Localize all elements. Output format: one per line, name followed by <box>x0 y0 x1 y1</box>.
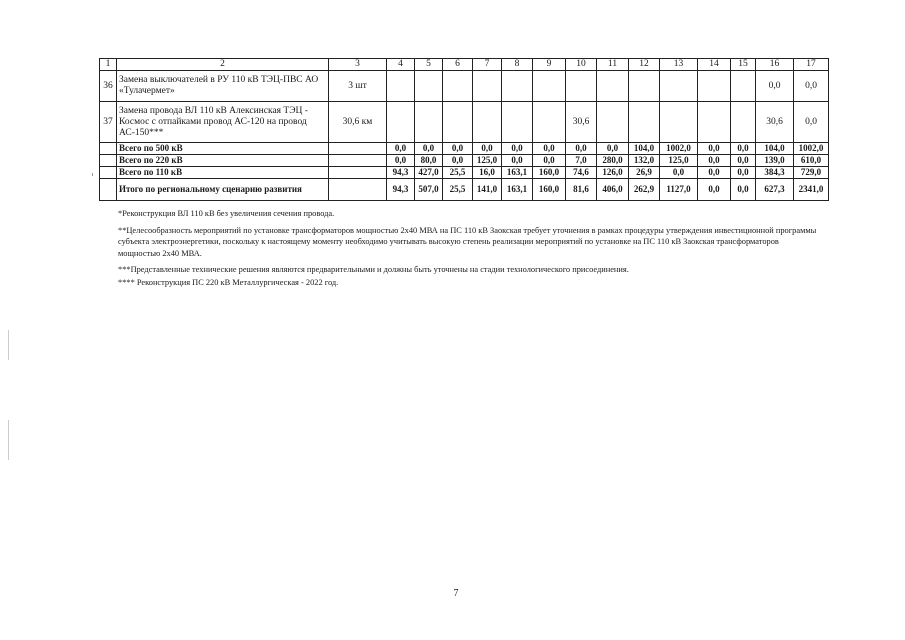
value-cell: 0,0 <box>698 155 731 167</box>
value-cell <box>443 71 473 102</box>
value-cell: 104,0 <box>756 143 794 155</box>
value-cell: 125,0 <box>660 155 698 167</box>
value-cell <box>660 102 698 143</box>
value-cell: 0,0 <box>533 155 566 167</box>
value-cell: 25,5 <box>443 167 473 179</box>
value-cell: 1002,0 <box>660 143 698 155</box>
header-cell: 12 <box>629 59 660 71</box>
value-cell <box>566 71 597 102</box>
value-cell <box>597 102 629 143</box>
total-row-500 <box>100 143 829 155</box>
header-cell: 3 <box>329 59 387 71</box>
total-row-220 <box>100 155 829 167</box>
total-row-110 <box>100 167 829 179</box>
row-name: Всего по 500 кВ <box>117 143 329 155</box>
value-cell: 0,0 <box>698 179 731 201</box>
header-cell: 2 <box>117 59 329 71</box>
empty-cell <box>329 179 387 201</box>
value-cell: 7,0 <box>566 155 597 167</box>
value-cell: 139,0 <box>756 155 794 167</box>
value-cell: 0,0 <box>794 102 829 143</box>
row-number: 36 <box>100 71 117 102</box>
value-cell: 0,0 <box>387 143 415 155</box>
value-cell: 627,3 <box>756 179 794 201</box>
value-cell <box>387 102 415 143</box>
value-cell <box>502 71 533 102</box>
value-cell <box>698 71 731 102</box>
row-name: Итого по региональному сценарию развития <box>117 179 329 201</box>
value-cell: 0,0 <box>443 143 473 155</box>
value-cell <box>415 102 443 143</box>
value-cell: 74,6 <box>566 167 597 179</box>
value-cell <box>415 71 443 102</box>
value-cell: 0,0 <box>502 143 533 155</box>
value-cell: 0,0 <box>731 167 756 179</box>
page-number: 7 <box>453 588 459 599</box>
header-cell: 11 <box>597 59 629 71</box>
value-cell: 280,0 <box>597 155 629 167</box>
value-cell: 30,6 <box>756 102 794 143</box>
row-number: 37 <box>100 102 117 143</box>
header-cell: 4 <box>387 59 415 71</box>
value-cell: 125,0 <box>473 155 502 167</box>
header-cell: 16 <box>756 59 794 71</box>
header-cell: 17 <box>794 59 829 71</box>
value-cell: 30,6 <box>566 102 597 143</box>
empty-cell <box>329 155 387 167</box>
value-cell <box>533 102 566 143</box>
value-cell <box>698 102 731 143</box>
investment-table <box>99 58 829 201</box>
header-row <box>100 59 829 71</box>
value-cell: 384,3 <box>756 167 794 179</box>
value-cell: 94,3 <box>387 179 415 201</box>
value-cell: 0,0 <box>698 143 731 155</box>
table-row <box>100 71 829 102</box>
value-cell: 0,0 <box>660 167 698 179</box>
row-name: Всего по 220 кВ <box>117 155 329 167</box>
value-cell: 0,0 <box>731 143 756 155</box>
value-cell: 0,0 <box>731 155 756 167</box>
value-cell: 16,0 <box>473 167 502 179</box>
value-cell: 1127,0 <box>660 179 698 201</box>
value-cell: 2341,0 <box>794 179 829 201</box>
value-cell: 0,0 <box>387 155 415 167</box>
scan-mark <box>8 420 9 460</box>
value-cell: 0,0 <box>597 143 629 155</box>
value-cell: 0,0 <box>502 155 533 167</box>
row-unit: 30,6 км <box>329 102 387 143</box>
scan-mark <box>8 330 9 360</box>
value-cell <box>443 102 473 143</box>
value-cell <box>660 71 698 102</box>
empty-cell <box>329 167 387 179</box>
value-cell: 160,0 <box>533 179 566 201</box>
value-cell: 0,0 <box>566 143 597 155</box>
header-cell: 14 <box>698 59 731 71</box>
value-cell: 163,1 <box>502 167 533 179</box>
row-name: Всего по 110 кВ <box>117 167 329 179</box>
value-cell <box>533 71 566 102</box>
value-cell: 80,0 <box>415 155 443 167</box>
value-cell: 1002,0 <box>794 143 829 155</box>
value-cell: 25,5 <box>443 179 473 201</box>
value-cell: 94,3 <box>387 167 415 179</box>
value-cell: 132,0 <box>629 155 660 167</box>
value-cell: 507,0 <box>415 179 443 201</box>
empty-cell <box>329 143 387 155</box>
value-cell: 0,0 <box>473 143 502 155</box>
row-name: Замена выключателей в РУ 110 кВ ТЭЦ-ПВС АО «Тулачермет» <box>117 71 329 102</box>
footnote: ***Представленные технические решения являются предварительными и должны быть уточнены на стадии технологического присоединения. <box>118 265 629 274</box>
header-cell: 15 <box>731 59 756 71</box>
empty-cell <box>100 167 117 179</box>
footnote: **Целесообразность мероприятий по установке трансформаторов мощностью 2x40 МВА на ПС 110 кВ Заокская требует уточнения в рамках процедуры утверждения инвестиционной программы субъекта электроэнергетики, поскольку к настоящему моменту необходимо учитывать высокую степень реализации мероприятий по установке на ПС 110 кВ Заокская трансформаторов мощностью 2x40 МВА. <box>118 225 817 258</box>
value-cell <box>731 102 756 143</box>
header-cell: 13 <box>660 59 698 71</box>
header-cell: 7 <box>473 59 502 71</box>
empty-cell <box>100 155 117 167</box>
footnote: *Реконструкция ВЛ 110 кВ без увеличения сечения провода. <box>118 209 335 218</box>
header-cell: 9 <box>533 59 566 71</box>
value-cell <box>629 71 660 102</box>
header-cell: 10 <box>566 59 597 71</box>
value-cell: 0,0 <box>794 71 829 102</box>
value-cell: 427,0 <box>415 167 443 179</box>
value-cell: 141,0 <box>473 179 502 201</box>
value-cell: 0,0 <box>443 155 473 167</box>
header-cell: 1 <box>100 59 117 71</box>
value-cell: 0,0 <box>731 179 756 201</box>
empty-cell <box>100 179 117 201</box>
header-cell: 5 <box>415 59 443 71</box>
row-name: Замена провода ВЛ 110 кВ Алексинская ТЭЦ - Космос с отпайками провод АС-120 на провод АС-150*** <box>117 102 329 143</box>
footnotes <box>118 208 818 293</box>
grand-total-row <box>100 179 829 201</box>
row-unit: 3 шт <box>329 71 387 102</box>
empty-cell <box>100 143 117 155</box>
value-cell: 163,1 <box>502 179 533 201</box>
table-row <box>100 102 829 143</box>
value-cell: 160,0 <box>533 167 566 179</box>
value-cell <box>731 71 756 102</box>
value-cell: 26,9 <box>629 167 660 179</box>
value-cell <box>473 102 502 143</box>
value-cell: 104,0 <box>629 143 660 155</box>
value-cell: 610,0 <box>794 155 829 167</box>
value-cell <box>387 71 415 102</box>
value-cell: 729,0 <box>794 167 829 179</box>
value-cell <box>597 71 629 102</box>
value-cell: 0,0 <box>533 143 566 155</box>
value-cell: 0,0 <box>698 167 731 179</box>
footnote: **** Реконструкция ПС 220 кВ Металлургическая - 2022 год. <box>118 277 339 287</box>
value-cell: 0,0 <box>756 71 794 102</box>
header-cell: 6 <box>443 59 473 71</box>
value-cell: 262,9 <box>629 179 660 201</box>
value-cell: 406,0 <box>597 179 629 201</box>
value-cell <box>629 102 660 143</box>
value-cell: 0,0 <box>415 143 443 155</box>
header-cell: 8 <box>502 59 533 71</box>
value-cell: 126,0 <box>597 167 629 179</box>
value-cell <box>473 71 502 102</box>
scan-mark <box>92 173 93 176</box>
value-cell: 81,6 <box>566 179 597 201</box>
value-cell <box>502 102 533 143</box>
